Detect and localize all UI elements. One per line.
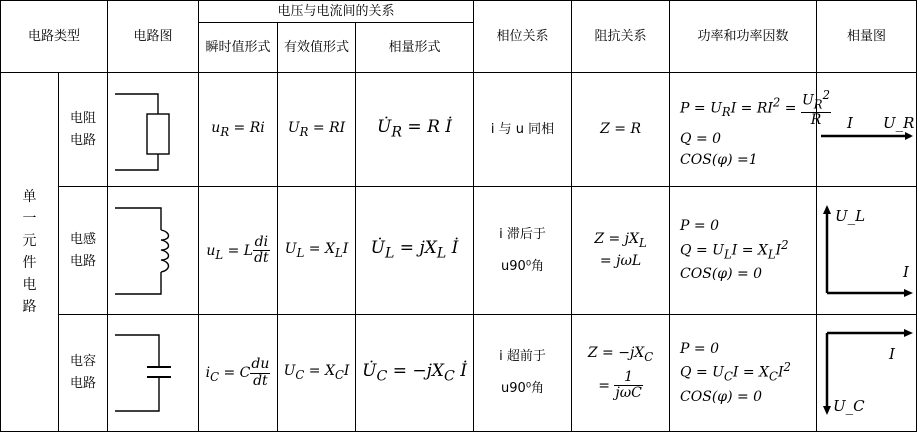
row-name-capacitor: 电容电路	[59, 315, 108, 432]
current-phasor-label: I	[888, 345, 895, 363]
capacitor-circuit-diagram	[108, 315, 199, 432]
group-single-element: 单 一 元 件 电 路	[1, 73, 59, 432]
resistor-instant: $u_R = Ri$	[199, 73, 278, 187]
inductor-circuit-diagram	[108, 187, 199, 315]
inductor-instant: $u_L = L$ $\frac{di}{dt}$	[199, 187, 278, 315]
resistor-phase: i 与 u 同相	[474, 73, 572, 187]
header-phase-relation: 相位关系	[474, 1, 572, 73]
header-effective: 有效值形式	[278, 23, 356, 73]
resistor-circuit-diagram	[108, 73, 199, 187]
resistor-symbol-icon	[113, 82, 193, 178]
capacitor-impedance: $Z = -jX_C$ = $\frac{1}{\text{jωC}}$	[572, 315, 670, 432]
row-name-inductor: 电感电路	[59, 187, 108, 315]
capacitor-instant: $i_C = C$ $\frac{du}{dt}$	[199, 315, 278, 432]
header-vi-relation: 电压与电流间的关系	[199, 1, 474, 23]
header-phasor-form: 相量形式	[356, 23, 474, 73]
capacitor-effective: $U_C = X_CI$	[278, 315, 356, 432]
inductor-effective: $U_L = X_LI$	[278, 187, 356, 315]
capacitor-phase: i 超前于 u90⁰角	[474, 315, 572, 432]
inductor-power: P = 0 $Q = U_LI = X_LI^2$ COS(φ) = 0	[670, 187, 817, 315]
inductor-impedance: $Z = jX_L$ = jωL	[572, 187, 670, 315]
header-phasor-diagram: 相量图	[817, 1, 917, 73]
header-power-factor: 功率和功率因数	[670, 1, 817, 73]
resistor-effective: $U_R$ = RI	[278, 73, 356, 187]
header-instantaneous: 瞬时值形式	[199, 23, 278, 73]
inductor-phasor: $U̇_L = jX_L$ İ	[356, 187, 474, 315]
voltage-phasor-label: U_R	[882, 113, 914, 132]
header-impedance-relation: 阻抗关系	[572, 1, 670, 73]
resistor-power: $P = U_RI = RI^2$ = $\frac{U_R^2}{R}$ Q = 0 COS(φ) =1	[670, 73, 817, 187]
voltage-phasor-label: U_C	[832, 397, 865, 415]
header-circuit-diagram: 电路图	[108, 1, 199, 73]
resistor-phasor-diagram	[817, 73, 917, 187]
capacitor-power: P = 0 $Q = U_CI = X_CI^2$ COS(φ) = 0	[670, 315, 817, 432]
current-phasor-label: I	[846, 113, 853, 132]
current-phasor-label: I	[902, 262, 909, 281]
inductor-phase: i 滞后于 u90⁰角	[474, 187, 572, 315]
capacitor-phasor: $U̇_C = -jX_C$ İ	[356, 315, 474, 432]
capacitor-phasor-diagram	[817, 315, 917, 432]
inductor-phasor-diagram	[817, 187, 917, 315]
row-name-resistor: 电阻电路	[59, 73, 108, 187]
resistor-phasor: $U̇_R = R$ İ	[356, 73, 474, 187]
voltage-phasor-label: U_L	[834, 206, 865, 225]
capacitor-symbol-icon	[113, 323, 193, 423]
resistor-impedance: Z = R	[572, 73, 670, 187]
header-circuit-type: 电路类型	[1, 1, 108, 73]
inductor-symbol-icon	[113, 196, 193, 306]
